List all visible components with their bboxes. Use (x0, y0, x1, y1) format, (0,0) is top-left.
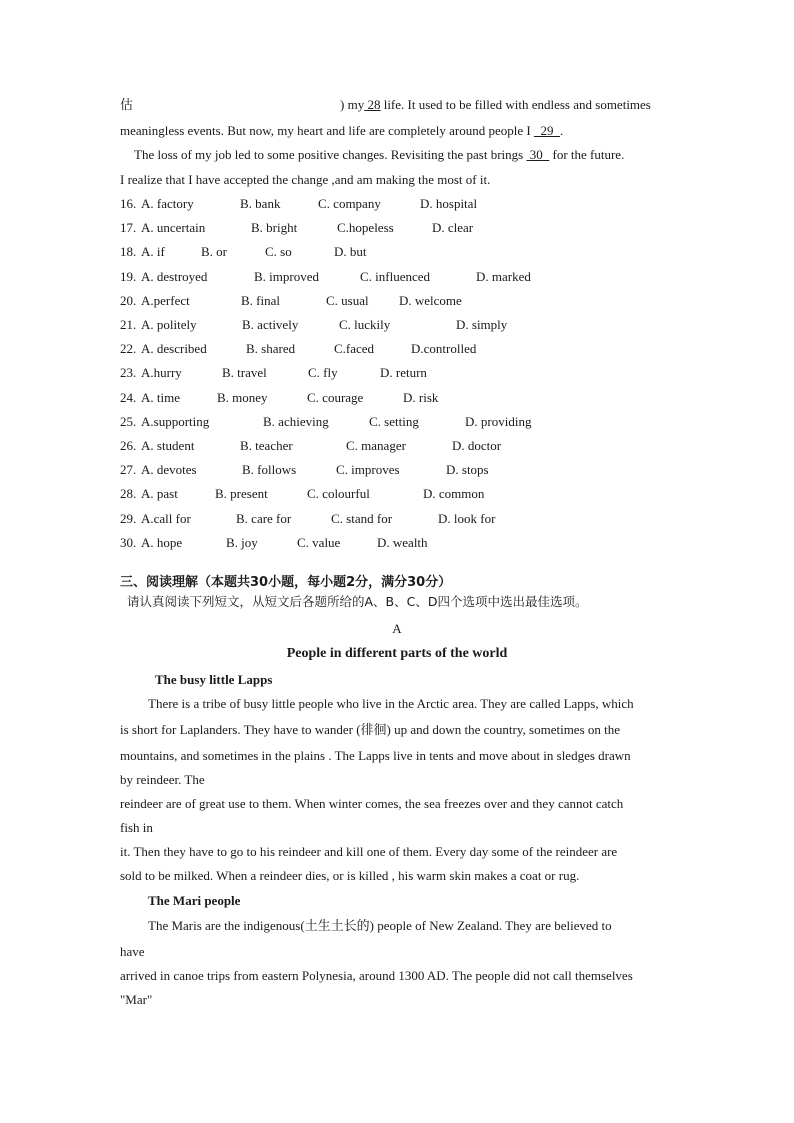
option-a: A. uncertain (141, 220, 206, 235)
option-d: D. stops (446, 462, 489, 477)
option-d: D. simply (456, 317, 508, 332)
text-segment: meaningless events. But now, my heart and life are completely around people I (120, 123, 531, 138)
option-d: D. look for (438, 511, 496, 526)
option-d: D. risk (403, 390, 439, 405)
paragraph-line: reindeer are of great use to them. When winter comes, the sea freezes over and they cannot catch (120, 796, 624, 811)
question-number: 17. (120, 220, 137, 235)
option-d: D. hospital (420, 196, 478, 211)
paragraph-line: arrived in canoe trips from eastern Polynesia, around 1300 AD. The people did not call themselves (120, 968, 633, 983)
paragraph-line: The Maris are the indigenous(土生土长的) people of New Zealand. They are believed to (148, 918, 612, 933)
option-c: C. usual (326, 293, 369, 308)
question-number: 19. (120, 269, 137, 284)
option-a: A. if (141, 244, 165, 259)
option-d: D. but (334, 244, 367, 259)
text-segment: . (559, 123, 564, 138)
option-b: B. follows (242, 462, 297, 477)
option-c: C. company (318, 196, 381, 211)
blank-29 (534, 123, 560, 138)
question-number: 20. (120, 293, 137, 308)
option-b: B. actively (242, 317, 299, 332)
paragraph-line: There is a tribe of busy little people who live in the Arctic area. They are called Lapps, which (148, 696, 634, 711)
option-b: B. money (217, 390, 268, 405)
option-d: D. wealth (377, 535, 428, 550)
option-d: D. doctor (452, 438, 502, 453)
option-c: C. influenced (360, 269, 431, 284)
option-a: A.perfect (141, 293, 190, 308)
question-number: 23. (120, 365, 137, 380)
option-d: D. marked (476, 269, 531, 284)
question-number: 28. (120, 486, 137, 501)
text-segment: life. It used to be filled with endless and sometimes (383, 97, 651, 112)
subheading-lapps: The busy little Lapps (155, 672, 273, 687)
instructions: 请认真阅读下列短文，从短文后各题所给的A、B、C、D四个选项中选出最佳选项。 (127, 594, 588, 609)
question-number: 24. (120, 390, 137, 405)
passage-line-3 (134, 147, 624, 163)
passage-letter: A (392, 621, 402, 636)
option-c: C. luckily (339, 317, 391, 332)
option-a: A. factory (141, 196, 194, 211)
passage-line-1-rest (340, 97, 651, 113)
question-number: 29. (120, 511, 137, 526)
option-b: B. teacher (240, 438, 293, 453)
question-number: 25. (120, 414, 137, 429)
question-number: 30. (120, 535, 137, 550)
option-a: A. described (141, 341, 207, 356)
option-b: B. bright (251, 220, 298, 235)
option-a: A.call for (141, 511, 191, 526)
option-b: B. or (201, 244, 227, 259)
option-b: B. improved (254, 269, 319, 284)
option-a: A. politely (141, 317, 197, 332)
passage-line-4: I realize that I have accepted the change ,and am making the most of it. (120, 172, 491, 187)
blank-number: 28 (367, 97, 381, 112)
question-number: 22. (120, 341, 137, 356)
option-c: C.hopeless (337, 220, 394, 235)
option-d: D. common (423, 486, 485, 501)
option-b: B. joy (226, 535, 258, 550)
paragraph-line: mountains, and sometimes in the plains . The Lapps live in tents and move about in sledges drawn (120, 748, 631, 763)
passage-title: People in different parts of the world (286, 646, 508, 661)
question-number: 21. (120, 317, 137, 332)
option-c: C. setting (369, 414, 419, 429)
blank-number: 30 (529, 147, 543, 162)
option-d: D. clear (432, 220, 474, 235)
option-b: B. bank (240, 196, 281, 211)
option-c: C. value (297, 535, 341, 550)
option-a: A. student (141, 438, 195, 453)
option-a: A.hurry (141, 365, 182, 380)
paragraph-line: sold to be milked. When a reindeer dies, or is killed , his warm skin makes a coat or rug. (120, 868, 580, 883)
option-a: A. destroyed (141, 269, 208, 284)
paragraph-line: "Mar" (120, 992, 153, 1007)
option-b: B. travel (222, 365, 267, 380)
option-c: C. so (265, 244, 292, 259)
passage-line-2 (120, 123, 563, 139)
option-b: B. care for (236, 511, 292, 526)
question-number: 26. (120, 438, 137, 453)
paragraph-line: have (120, 944, 145, 959)
question-number: 18. (120, 244, 137, 259)
option-d: D.controlled (411, 341, 477, 356)
option-d: D. welcome (399, 293, 462, 308)
cjk-char: 估 (120, 97, 134, 112)
option-a: A.supporting (141, 414, 210, 429)
option-d: D. return (380, 365, 427, 380)
paragraph-line: by reindeer. The (120, 772, 205, 787)
option-d: D. providing (465, 414, 532, 429)
option-b: B. shared (246, 341, 296, 356)
option-c: C. courage (307, 390, 364, 405)
option-c: C.faced (334, 341, 375, 356)
option-c: C. stand for (331, 511, 393, 526)
option-b: B. final (241, 293, 280, 308)
blank-number: 29 (540, 123, 554, 138)
option-a: A. time (141, 390, 180, 405)
option-c: C. fly (308, 365, 338, 380)
option-a: A. devotes (141, 462, 197, 477)
paragraph-line: it. Then they have to go to his reindeer and kill one of them. Every day some of the reindeer are (120, 844, 618, 859)
option-a: A. past (141, 486, 178, 501)
blank-30 (526, 147, 549, 162)
text-segment: ) my (340, 97, 365, 112)
option-b: B. present (215, 486, 268, 501)
paragraph-line: is short for Laplanders. They have to wander (徘徊) up and down the country, sometimes on the (120, 722, 621, 737)
question-number: 27. (120, 462, 137, 477)
option-a: A. hope (141, 535, 183, 550)
option-b: B. achieving (263, 414, 329, 429)
text-segment: for the future. (552, 147, 625, 162)
subheading-mari: The Mari people (148, 893, 241, 908)
section-title: 三、阅读理解（本题共30小题，每小题2分，满分30分） (120, 575, 452, 590)
option-c: C. colourful (307, 486, 370, 501)
option-c: C. improves (336, 462, 400, 477)
passage-line-1 (120, 97, 133, 113)
option-c: C. manager (346, 438, 406, 453)
question-number: 16. (120, 196, 137, 211)
blank-28 (364, 97, 380, 112)
text-segment: The loss of my job led to some positive changes. Revisiting the past brings (134, 147, 524, 162)
paragraph-line: fish in (120, 820, 153, 835)
